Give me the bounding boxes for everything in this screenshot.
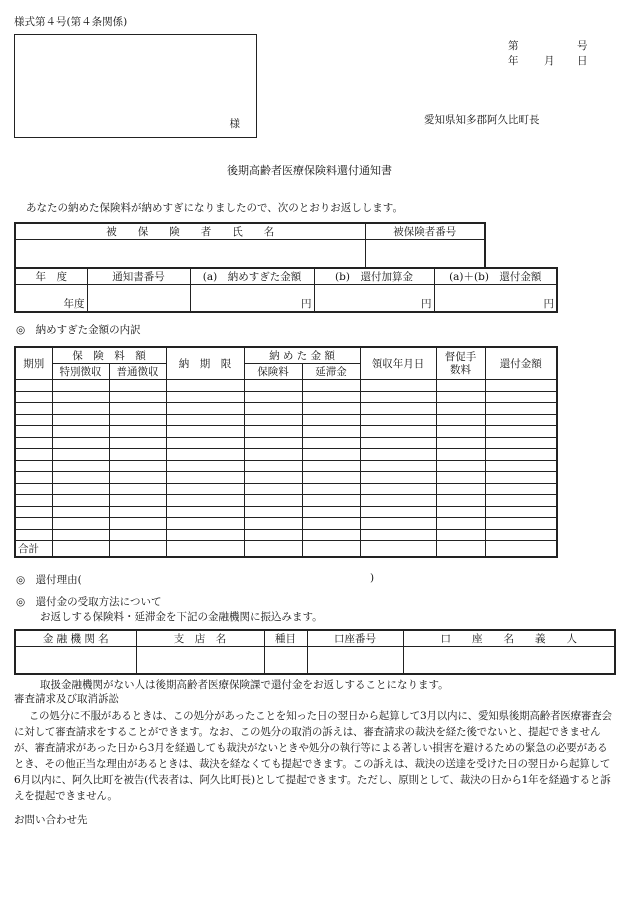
addressee-suffix: 様 bbox=[229, 118, 240, 130]
bd-total-cell[interactable] bbox=[360, 541, 436, 558]
breakdown-cell[interactable] bbox=[52, 391, 109, 403]
breakdown-cell[interactable] bbox=[302, 506, 360, 518]
breakdown-cell[interactable] bbox=[485, 506, 557, 518]
breakdown-cell[interactable] bbox=[485, 437, 557, 449]
insured-name-cell[interactable] bbox=[15, 240, 365, 268]
bd-total-cell[interactable] bbox=[244, 541, 302, 558]
date-day: 日 bbox=[577, 55, 588, 67]
breakdown-cell[interactable] bbox=[109, 529, 166, 541]
breakdown-cell[interactable] bbox=[52, 472, 109, 484]
doc-number-dai: 第 bbox=[508, 40, 519, 52]
breakdown-cell[interactable] bbox=[15, 437, 52, 449]
bd-total-cell[interactable] bbox=[436, 541, 485, 558]
breakdown-cell[interactable] bbox=[360, 495, 436, 507]
bank-header-account-number: 口座番号 bbox=[307, 630, 403, 647]
breakdown-cell[interactable] bbox=[52, 414, 109, 426]
breakdown-cell[interactable] bbox=[436, 414, 485, 426]
breakdown-cell[interactable] bbox=[166, 460, 244, 472]
refund-reason-close: ) bbox=[370, 572, 375, 584]
summary-table bbox=[14, 267, 558, 313]
breakdown-cell[interactable] bbox=[436, 380, 485, 392]
breakdown-cell[interactable] bbox=[109, 414, 166, 426]
receive-title: ◎ 還付金の受取方法について bbox=[16, 596, 162, 608]
breakdown-cell[interactable] bbox=[302, 449, 360, 461]
breakdown-cell[interactable] bbox=[360, 403, 436, 415]
breakdown-cell[interactable] bbox=[302, 426, 360, 438]
summary-overpaid-cell: 円 bbox=[190, 285, 314, 312]
breakdown-cell[interactable] bbox=[485, 472, 557, 484]
breakdown-cell[interactable] bbox=[244, 391, 302, 403]
breakdown-cell[interactable] bbox=[15, 529, 52, 541]
breakdown-cell[interactable] bbox=[485, 518, 557, 530]
breakdown-row bbox=[15, 506, 557, 518]
bank-account-number-cell[interactable] bbox=[307, 647, 403, 674]
bd-header-reminder-fee-1: 督促手 bbox=[444, 350, 477, 363]
breakdown-cell[interactable] bbox=[485, 391, 557, 403]
breakdown-cell[interactable] bbox=[436, 518, 485, 530]
breakdown-cell[interactable] bbox=[52, 380, 109, 392]
insured-number-cell[interactable] bbox=[365, 240, 485, 268]
breakdown-cell[interactable] bbox=[485, 426, 557, 438]
breakdown-cell[interactable] bbox=[360, 391, 436, 403]
appeal-text: この処分に不服があるときは、この処分があったことを知った日の翌日から起算して3月以内に、愛知県後期高齢者医療審査会に対して審査請求をすることができます。なお、この処分の取消の訴えは、審査請求の裁決を経た後でないと、提起できませんが、審査請求があった日から3月を経過しても裁決がないときや処分の執行等による著しい損害を避けるための緊急の必要があるとき、その他正当な理由があるときは、裁決を経なくても提起できます。この訴えは、裁決の送達を受けた日の翌日から起算して6月以内に、阿久比町を被告(代表者は、阿久比町長)として提起できます。ただし、原則として、裁決の日から1年を経過すると訴えを提起できません。 bbox=[14, 710, 612, 802]
date-month: 月 bbox=[544, 55, 555, 67]
breakdown-cell[interactable] bbox=[485, 414, 557, 426]
bd-header-receipt-date: 領収年月日 bbox=[360, 347, 436, 380]
bd-header-ordinary: 普通徴収 bbox=[109, 364, 166, 380]
no-bank-note: 取扱金融機関がない人は後期高齢者医療保険課で還付金をお返しすることになります。 bbox=[40, 679, 449, 691]
breakdown-cell[interactable] bbox=[244, 437, 302, 449]
breakdown-total-row bbox=[15, 541, 557, 558]
breakdown-row bbox=[15, 414, 557, 426]
breakdown-cell[interactable] bbox=[52, 506, 109, 518]
breakdown-cell[interactable] bbox=[15, 380, 52, 392]
breakdown-cell[interactable] bbox=[485, 529, 557, 541]
breakdown-cell[interactable] bbox=[360, 483, 436, 495]
breakdown-cell[interactable] bbox=[52, 529, 109, 541]
bd-header-refund: 還付金額 bbox=[485, 347, 557, 380]
breakdown-cell[interactable] bbox=[485, 483, 557, 495]
bd-header-paid: 納 め た 金 額 bbox=[244, 347, 360, 364]
breakdown-cell[interactable] bbox=[109, 506, 166, 518]
doc-number-go: 号 bbox=[577, 40, 588, 52]
appeal-title: 審査請求及び取消訴訟 bbox=[14, 693, 119, 705]
breakdown-cell[interactable] bbox=[436, 472, 485, 484]
summary-header-notice-number: 通知書番号 bbox=[87, 268, 190, 285]
breakdown-cell[interactable] bbox=[166, 403, 244, 415]
breakdown-cell[interactable] bbox=[436, 403, 485, 415]
breakdown-cell[interactable] bbox=[109, 437, 166, 449]
bank-table bbox=[14, 629, 616, 675]
breakdown-cell[interactable] bbox=[52, 483, 109, 495]
breakdown-cell[interactable] bbox=[302, 495, 360, 507]
breakdown-row bbox=[15, 495, 557, 507]
breakdown-cell[interactable] bbox=[244, 403, 302, 415]
breakdown-cell[interactable] bbox=[360, 529, 436, 541]
breakdown-cell[interactable] bbox=[52, 518, 109, 530]
breakdown-cell[interactable] bbox=[244, 506, 302, 518]
breakdown-cell[interactable] bbox=[244, 529, 302, 541]
bd-header-reminder-fee bbox=[436, 347, 485, 380]
breakdown-row bbox=[15, 380, 557, 392]
summary-header-refund-total: (a)＋(b) 還付金額 bbox=[434, 268, 557, 285]
intro-text: あなたの納めた保険料が納めすぎになりましたので、次のとおりお返しします。 bbox=[26, 202, 403, 214]
breakdown-cell[interactable] bbox=[15, 472, 52, 484]
breakdown-cell[interactable] bbox=[15, 426, 52, 438]
bd-header-premium: 保 険 料 額 bbox=[52, 347, 166, 364]
breakdown-row bbox=[15, 472, 557, 484]
breakdown-cell[interactable] bbox=[166, 437, 244, 449]
breakdown-cell[interactable] bbox=[436, 529, 485, 541]
breakdown-row bbox=[15, 391, 557, 403]
bd-total-cell[interactable] bbox=[109, 541, 166, 558]
breakdown-cell[interactable] bbox=[109, 426, 166, 438]
breakdown-cell[interactable] bbox=[15, 506, 52, 518]
breakdown-cell[interactable] bbox=[436, 426, 485, 438]
breakdown-cell[interactable] bbox=[302, 529, 360, 541]
breakdown-table bbox=[14, 346, 558, 558]
breakdown-cell[interactable] bbox=[52, 403, 109, 415]
breakdown-cell[interactable] bbox=[302, 518, 360, 530]
insured-table bbox=[14, 222, 486, 269]
breakdown-cell[interactable] bbox=[436, 437, 485, 449]
breakdown-cell[interactable] bbox=[302, 380, 360, 392]
breakdown-cell[interactable] bbox=[52, 460, 109, 472]
breakdown-cell[interactable] bbox=[166, 449, 244, 461]
breakdown-cell[interactable] bbox=[109, 483, 166, 495]
document-title: 後期高齢者医療保険料還付通知書 bbox=[227, 164, 392, 177]
bd-header-reminder-fee-2: 数料 bbox=[450, 363, 472, 376]
breakdown-cell[interactable] bbox=[109, 460, 166, 472]
breakdown-cell[interactable] bbox=[244, 426, 302, 438]
breakdown-cell[interactable] bbox=[485, 460, 557, 472]
breakdown-cell[interactable] bbox=[15, 449, 52, 461]
breakdown-cell[interactable] bbox=[360, 380, 436, 392]
breakdown-cell[interactable] bbox=[360, 449, 436, 461]
addressee-box bbox=[14, 34, 257, 138]
breakdown-cell[interactable] bbox=[244, 414, 302, 426]
date-year: 年 bbox=[508, 55, 519, 67]
breakdown-cell[interactable] bbox=[15, 495, 52, 507]
breakdown-cell[interactable] bbox=[360, 518, 436, 530]
breakdown-cell[interactable] bbox=[360, 460, 436, 472]
breakdown-cell[interactable] bbox=[166, 529, 244, 541]
summary-header-year: 年 度 bbox=[15, 268, 87, 285]
breakdown-cell[interactable] bbox=[436, 495, 485, 507]
breakdown-cell[interactable] bbox=[15, 518, 52, 530]
breakdown-cell[interactable] bbox=[15, 414, 52, 426]
bd-header-paid-premium: 保険料 bbox=[244, 364, 302, 380]
breakdown-cell[interactable] bbox=[166, 472, 244, 484]
bank-header-type: 種目 bbox=[264, 630, 307, 647]
breakdown-cell[interactable] bbox=[52, 437, 109, 449]
breakdown-cell[interactable] bbox=[436, 449, 485, 461]
breakdown-cell[interactable] bbox=[109, 403, 166, 415]
bank-header-branch: 支 店 名 bbox=[136, 630, 264, 647]
breakdown-cell[interactable] bbox=[485, 449, 557, 461]
issuer: 愛知県知多郡阿久比町長 bbox=[424, 114, 540, 126]
bank-header-holder: 口 座 名 義 人 bbox=[403, 630, 615, 647]
summary-year-cell: 年度 bbox=[15, 285, 87, 312]
contact-label: お問い合わせ先 bbox=[14, 814, 88, 826]
breakdown-cell[interactable] bbox=[244, 472, 302, 484]
breakdown-row bbox=[15, 483, 557, 495]
bank-holder-cell[interactable] bbox=[403, 647, 615, 674]
breakdown-cell[interactable] bbox=[109, 380, 166, 392]
bd-total-label: 合計 bbox=[15, 541, 52, 558]
breakdown-cell[interactable] bbox=[302, 460, 360, 472]
breakdown-cell[interactable] bbox=[166, 506, 244, 518]
breakdown-cell[interactable] bbox=[302, 414, 360, 426]
breakdown-row bbox=[15, 437, 557, 449]
bank-header-name: 金 融 機 関 名 bbox=[15, 630, 136, 647]
breakdown-cell[interactable] bbox=[485, 380, 557, 392]
breakdown-cell[interactable] bbox=[52, 426, 109, 438]
breakdown-cell[interactable] bbox=[166, 380, 244, 392]
insured-number-header: 被保険者番号 bbox=[365, 223, 485, 240]
breakdown-cell[interactable] bbox=[302, 403, 360, 415]
breakdown-cell[interactable] bbox=[485, 403, 557, 415]
bd-header-special: 特別徴収 bbox=[52, 364, 109, 380]
bank-name-cell[interactable] bbox=[15, 647, 136, 674]
breakdown-row bbox=[15, 403, 557, 415]
breakdown-cell[interactable] bbox=[302, 483, 360, 495]
breakdown-cell[interactable] bbox=[15, 483, 52, 495]
bd-total-cell[interactable] bbox=[302, 541, 360, 558]
breakdown-cell[interactable] bbox=[436, 460, 485, 472]
breakdown-cell[interactable] bbox=[109, 472, 166, 484]
breakdown-cell[interactable] bbox=[109, 495, 166, 507]
refund-reason-label: ◎ 還付理由( bbox=[16, 574, 82, 586]
breakdown-cell[interactable] bbox=[52, 495, 109, 507]
breakdown-cell[interactable] bbox=[360, 426, 436, 438]
breakdown-rows bbox=[15, 380, 557, 541]
breakdown-cell[interactable] bbox=[52, 449, 109, 461]
receive-desc: お返しする保険料・延滞金を下記の金融機関に振込みます。 bbox=[40, 611, 323, 623]
breakdown-row bbox=[15, 426, 557, 438]
breakdown-cell[interactable] bbox=[109, 449, 166, 461]
summary-header-addition: (b) 還付加算金 bbox=[314, 268, 434, 285]
breakdown-cell[interactable] bbox=[166, 426, 244, 438]
bd-header-period: 期別 bbox=[15, 347, 52, 380]
bank-type-cell[interactable] bbox=[264, 647, 307, 674]
breakdown-cell[interactable] bbox=[15, 391, 52, 403]
breakdown-row bbox=[15, 449, 557, 461]
breakdown-cell[interactable] bbox=[166, 483, 244, 495]
breakdown-cell[interactable] bbox=[436, 483, 485, 495]
bd-total-cell[interactable] bbox=[52, 541, 109, 558]
breakdown-cell[interactable] bbox=[244, 483, 302, 495]
bank-branch-cell[interactable] bbox=[136, 647, 264, 674]
breakdown-cell[interactable] bbox=[360, 437, 436, 449]
breakdown-cell[interactable] bbox=[244, 460, 302, 472]
bd-total-cell[interactable] bbox=[166, 541, 244, 558]
form-number: 様式第４号(第４条関係) bbox=[14, 16, 128, 28]
breakdown-row bbox=[15, 518, 557, 530]
summary-refund-total-cell: 円 bbox=[434, 285, 557, 312]
breakdown-cell[interactable] bbox=[15, 403, 52, 415]
breakdown-cell[interactable] bbox=[360, 472, 436, 484]
breakdown-cell[interactable] bbox=[436, 391, 485, 403]
summary-addition-cell: 円 bbox=[314, 285, 434, 312]
breakdown-cell[interactable] bbox=[109, 518, 166, 530]
summary-notice-number-cell[interactable] bbox=[87, 285, 190, 312]
breakdown-cell[interactable] bbox=[360, 506, 436, 518]
breakdown-cell[interactable] bbox=[166, 391, 244, 403]
breakdown-cell[interactable] bbox=[360, 414, 436, 426]
breakdown-cell[interactable] bbox=[166, 518, 244, 530]
breakdown-cell[interactable] bbox=[15, 460, 52, 472]
bd-header-due: 納 期 限 bbox=[166, 347, 244, 380]
bd-header-paid-late: 延滞金 bbox=[302, 364, 360, 380]
breakdown-cell[interactable] bbox=[166, 495, 244, 507]
breakdown-cell[interactable] bbox=[244, 380, 302, 392]
insured-name-header: 被 保 険 者 氏 名 bbox=[15, 223, 365, 240]
breakdown-cell[interactable] bbox=[302, 391, 360, 403]
bd-total-cell[interactable] bbox=[485, 541, 557, 558]
breakdown-row bbox=[15, 529, 557, 541]
breakdown-title: ◎ 納めすぎた金額の内訳 bbox=[16, 324, 141, 336]
breakdown-cell[interactable] bbox=[166, 414, 244, 426]
breakdown-cell[interactable] bbox=[244, 518, 302, 530]
summary-header-overpaid: (a) 納めすぎた金額 bbox=[190, 268, 314, 285]
breakdown-cell[interactable] bbox=[302, 437, 360, 449]
breakdown-cell[interactable] bbox=[244, 449, 302, 461]
breakdown-row bbox=[15, 460, 557, 472]
breakdown-cell[interactable] bbox=[436, 506, 485, 518]
breakdown-cell[interactable] bbox=[302, 472, 360, 484]
breakdown-cell[interactable] bbox=[109, 391, 166, 403]
breakdown-cell[interactable] bbox=[244, 495, 302, 507]
breakdown-cell[interactable] bbox=[485, 495, 557, 507]
